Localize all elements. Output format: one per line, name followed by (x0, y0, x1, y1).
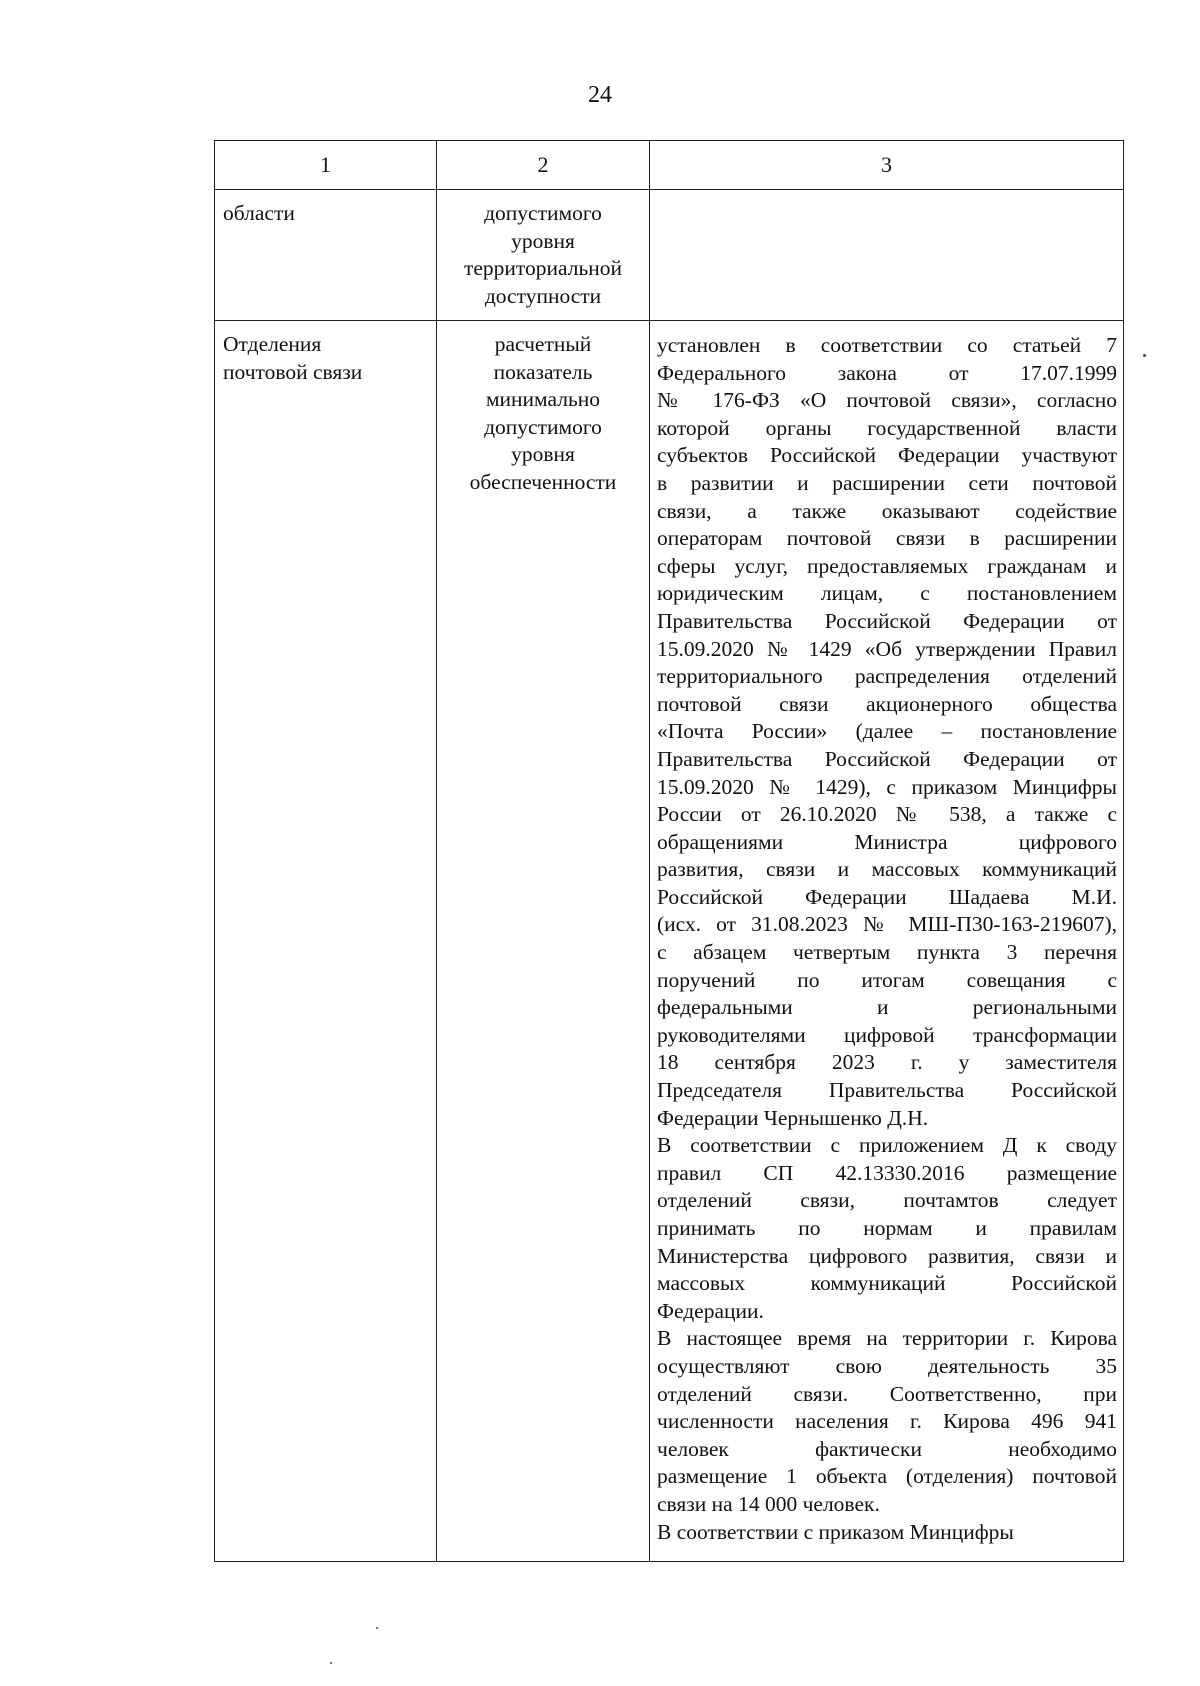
paragraph-line: Федерации. (657, 1298, 764, 1323)
row1-col3 (650, 190, 1124, 321)
header-cell-1: 1 (215, 141, 437, 190)
cell-line: уровня (511, 442, 575, 467)
paragraph-line: отделений связи, почтамтов следует (657, 1188, 1117, 1213)
paragraph-line: (исх. от 31.08.2023 № МШ-П30-163-219607), (657, 912, 1117, 937)
paragraph (657, 1519, 1117, 1547)
cell-line: расчетный (494, 332, 592, 356)
cell-line: уровня (511, 228, 575, 253)
paragraph-line: В соответствии с приложением Д к своду (657, 1133, 1117, 1158)
paragraph-line: федеральными и региональными (657, 995, 1117, 1020)
normative-table (214, 140, 1124, 1562)
row1-col1-text: области (223, 201, 295, 225)
row2-col2-text (437, 321, 649, 497)
paragraph-line: территориального распределения отделений (657, 664, 1117, 689)
cell-line: показатель (493, 359, 593, 384)
paragraph-line: в развитии и расширении сети почтовой (657, 470, 1117, 495)
row1-col2-text (437, 190, 649, 310)
row1-col3-text (650, 190, 1123, 201)
paragraph-line: осуществляют свою деятельность 35 (657, 1353, 1117, 1378)
paragraph-line: Правительства Российской Федерации от (657, 608, 1117, 633)
paragraph-line: которой органы государственной власти (657, 415, 1117, 440)
row2-col2 (437, 321, 650, 1562)
row2-col3 (650, 321, 1124, 1562)
paragraph-line: В соответствии с приказом Минцифры (657, 1519, 1014, 1544)
page-number: 24 (588, 82, 612, 108)
cell-line: почтовой связи (223, 359, 363, 384)
cell-line: доступности (484, 283, 602, 308)
cell-line: территориальной (463, 256, 623, 281)
paragraph-line: установлен в соответствии со статьей 7 (657, 333, 1117, 357)
paragraph-line: Российской Федерации Шадаева М.И. (657, 884, 1117, 909)
row2-col3-text (650, 321, 1123, 1546)
paragraph-line: «Почта России» (далее – постановление (657, 719, 1117, 744)
paragraph-line: человек фактически необходимо (657, 1436, 1117, 1461)
cell-line: допустимого (484, 414, 602, 439)
paragraph (657, 1325, 1117, 1518)
paragraph-line: с абзацем четвертым пункта 3 перечня (657, 940, 1117, 965)
paragraph-line: операторам почтовой связи в расширении (657, 526, 1117, 551)
paragraph-line: Правительства Российской Федерации от (657, 746, 1117, 771)
table-header-row (215, 141, 1124, 190)
header-cell-3: 3 (650, 141, 1124, 190)
paragraph-line: принимать по нормам и правилам (657, 1216, 1117, 1240)
paragraph-line: 18 сентября 2023 г. у заместителя (657, 1050, 1117, 1075)
paragraph-line: поручений по итогам совещания с (657, 967, 1117, 992)
paragraph-line: Федерации Чернышенко Д.Н. (657, 1105, 929, 1130)
cell-line: допустимого (484, 201, 602, 225)
paragraph-line: № 176-ФЗ «О почтовой связи», согласно (657, 388, 1117, 413)
paragraph-line: России от 26.10.2020 № 538, а также с (657, 802, 1117, 827)
paragraph-line: отделений связи. Соответственно, при (657, 1381, 1117, 1406)
scan-speck (376, 1627, 378, 1629)
paragraph-line: массовых коммуникаций Российской (657, 1271, 1117, 1296)
header-cell-2: 2 (437, 141, 650, 190)
paragraph-line: связи, а также оказывают содействие (657, 498, 1117, 523)
paragraph-line: почтовой связи акционерного общества (657, 691, 1117, 716)
paragraph-line: субъектов Российской Федерации участвуют (657, 443, 1117, 468)
paragraph-line: обращениями Министра цифрового (657, 829, 1117, 854)
paragraph (657, 1132, 1117, 1325)
scan-speck (330, 1662, 332, 1664)
paragraph-line: связи на 14 000 человек. (657, 1491, 880, 1516)
scan-speck (1143, 354, 1146, 357)
row1-col1 (215, 190, 437, 321)
row1-col2 (437, 190, 650, 321)
paragraph-line: руководителями цифровой трансформации (657, 1022, 1117, 1047)
paragraph-line: Министерства цифрового развития, связи и (657, 1243, 1117, 1268)
row2-col1-text (215, 321, 436, 386)
cell-line: Отделения (223, 332, 322, 356)
paragraph-line: правил СП 42.13330.2016 размещение (657, 1160, 1117, 1185)
paragraph-line: 15.09.2020 № 1429 «Об утверждении Правил (657, 636, 1117, 661)
paragraph-line: численности населения г. Кирова 496 941 (657, 1409, 1117, 1434)
cell-line: минимально (485, 387, 601, 412)
cell-line: обеспеченности (469, 469, 617, 494)
paragraph-line: 15.09.2020 № 1429), с приказом Минцифры (657, 774, 1117, 799)
table-row (215, 321, 1124, 1562)
paragraph-line: Федерального закона от 17.07.1999 (657, 360, 1117, 385)
paragraph-line: развития, связи и массовых коммуникаций (657, 857, 1117, 882)
table-row (215, 190, 1124, 321)
paragraph-line: юридическим лицам, с постановлением (657, 581, 1117, 606)
paragraph-line: В настоящее время на территории г. Кирова (657, 1326, 1117, 1351)
row2-col1 (215, 321, 437, 1562)
paragraph-line: размещение 1 объекта (отделения) почтовой (657, 1464, 1117, 1489)
paragraph-line: Председателя Правительства Российской (657, 1078, 1117, 1103)
paragraph-line: сферы услуг, предоставляемых гражданам и (657, 553, 1117, 578)
paragraph (657, 332, 1117, 1132)
